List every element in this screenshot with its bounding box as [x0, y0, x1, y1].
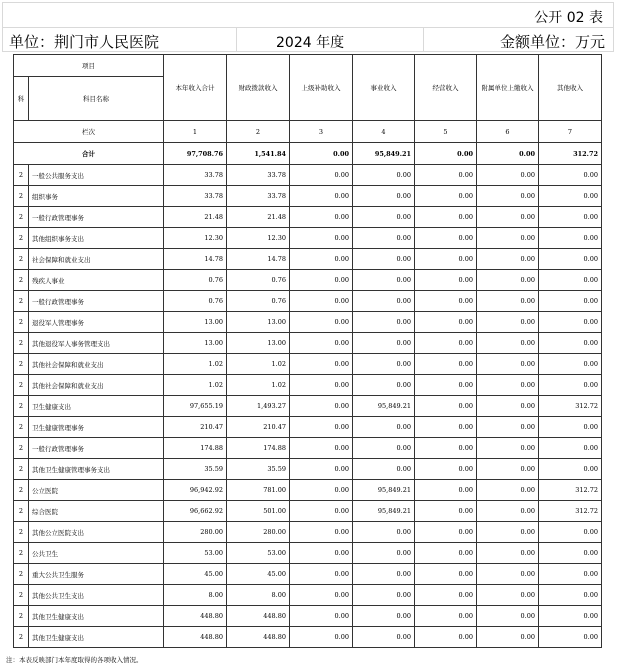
row-value: 0.00: [477, 207, 539, 228]
row-value: 0.00: [539, 585, 602, 606]
row-value: 0.00: [539, 165, 602, 186]
row-value: 1.02: [227, 354, 290, 375]
table-row: [14, 543, 602, 564]
table-row: [14, 165, 602, 186]
table-row: [14, 270, 602, 291]
row-value: 448.80: [164, 627, 227, 648]
row-value: 21.48: [227, 207, 290, 228]
row-value: 95,849.21: [353, 501, 415, 522]
row-value: 0.00: [415, 375, 477, 396]
row-value: 0.00: [290, 396, 353, 417]
row-name: 公共卫生: [29, 543, 164, 564]
row-value: 0.00: [290, 186, 353, 207]
table-row: [14, 459, 602, 480]
row-code: 2: [14, 501, 29, 522]
row-value: 448.80: [227, 627, 290, 648]
row-value: 448.80: [164, 606, 227, 627]
row-value: 0.76: [227, 270, 290, 291]
header-fiscal: 财政拨款收入: [227, 55, 290, 121]
table-row: [14, 501, 602, 522]
row-value: 448.80: [227, 606, 290, 627]
table-row: [14, 207, 602, 228]
row-value: 0.00: [353, 627, 415, 648]
header-item-name: 科目名称: [29, 77, 164, 121]
column-index-label: 栏次: [14, 121, 164, 143]
row-value: 0.00: [539, 186, 602, 207]
total-value: 0.00: [415, 143, 477, 165]
row-value: 97,655.19: [164, 396, 227, 417]
row-name: 退役军人管理事务: [29, 312, 164, 333]
row-value: 210.47: [227, 417, 290, 438]
row-code: 2: [14, 333, 29, 354]
row-value: 1.02: [164, 375, 227, 396]
row-value: 0.00: [477, 627, 539, 648]
row-value: 0.00: [415, 396, 477, 417]
row-value: 13.00: [227, 333, 290, 354]
row-value: 0.00: [415, 354, 477, 375]
total-row: [14, 143, 602, 165]
row-name: 其他社会保障和就业支出: [29, 375, 164, 396]
row-value: 0.00: [539, 564, 602, 585]
row-value: 0.00: [290, 312, 353, 333]
row-value: 0.00: [353, 375, 415, 396]
row-name: 一般公共服务支出: [29, 165, 164, 186]
row-code: 2: [14, 459, 29, 480]
row-value: 0.00: [290, 417, 353, 438]
row-value: 0.00: [539, 333, 602, 354]
column-index: 1: [164, 121, 227, 143]
row-code: 2: [14, 375, 29, 396]
row-value: 0.00: [415, 480, 477, 501]
row-value: 12.30: [227, 228, 290, 249]
header-affiliated: 附属单位上缴收入: [477, 55, 539, 121]
row-value: 312.72: [539, 396, 602, 417]
table-row: [14, 291, 602, 312]
row-value: 0.00: [415, 249, 477, 270]
table-row: [14, 585, 602, 606]
row-value: 0.00: [539, 228, 602, 249]
column-index: 6: [477, 121, 539, 143]
report-year: 2024 年度: [276, 35, 345, 51]
row-name: 卫生健康管理事务: [29, 417, 164, 438]
row-name: 其他卫生健康支出: [29, 606, 164, 627]
row-value: 0.00: [477, 270, 539, 291]
column-index: 7: [539, 121, 602, 143]
row-value: 1,493.27: [227, 396, 290, 417]
row-value: 0.00: [290, 606, 353, 627]
row-name: 其他公立医院支出: [29, 522, 164, 543]
header-business: 事业收入: [353, 55, 415, 121]
row-value: 0.76: [164, 270, 227, 291]
row-value: 0.00: [477, 354, 539, 375]
row-code: 2: [14, 165, 29, 186]
row-value: 0.00: [353, 291, 415, 312]
row-value: 0.00: [477, 165, 539, 186]
row-value: 0.00: [415, 270, 477, 291]
row-code: 2: [14, 417, 29, 438]
row-value: 0.00: [477, 522, 539, 543]
row-value: 0.00: [290, 564, 353, 585]
row-name: 一般行政管理事务: [29, 438, 164, 459]
row-name: 残疾人事业: [29, 270, 164, 291]
row-value: 33.78: [164, 165, 227, 186]
row-value: 0.00: [415, 501, 477, 522]
row-value: 0.00: [415, 522, 477, 543]
row-value: 0.00: [415, 564, 477, 585]
unit-label: 单位：荆门市人民医院: [9, 33, 160, 51]
row-value: 0.00: [415, 186, 477, 207]
row-value: 0.00: [477, 333, 539, 354]
row-value: 0.00: [477, 228, 539, 249]
row-value: 0.00: [415, 333, 477, 354]
row-code: 2: [14, 228, 29, 249]
column-index: 4: [353, 121, 415, 143]
row-value: 0.00: [539, 459, 602, 480]
row-value: 45.00: [227, 564, 290, 585]
row-value: 0.00: [290, 627, 353, 648]
row-code: 2: [14, 249, 29, 270]
row-value: 14.78: [164, 249, 227, 270]
amount-unit: 金额单位：万元: [499, 33, 605, 51]
row-value: 0.00: [353, 165, 415, 186]
row-value: 0.00: [290, 228, 353, 249]
row-value: 0.00: [415, 606, 477, 627]
row-value: 0.00: [539, 417, 602, 438]
row-value: 0.00: [353, 438, 415, 459]
column-index: 3: [290, 121, 353, 143]
row-name: 重大公共卫生服务: [29, 564, 164, 585]
row-value: 33.78: [227, 186, 290, 207]
row-value: 1.02: [164, 354, 227, 375]
row-value: 0.00: [290, 333, 353, 354]
table-row: [14, 480, 602, 501]
row-value: 0.00: [353, 270, 415, 291]
column-index-row: [14, 121, 602, 143]
row-code: 2: [14, 354, 29, 375]
row-value: 0.00: [477, 291, 539, 312]
row-value: 174.88: [164, 438, 227, 459]
row-value: 0.00: [415, 585, 477, 606]
row-code: 2: [14, 522, 29, 543]
row-value: 35.59: [227, 459, 290, 480]
row-value: 0.00: [477, 375, 539, 396]
row-value: 280.00: [164, 522, 227, 543]
row-value: 53.00: [227, 543, 290, 564]
row-value: 0.00: [353, 564, 415, 585]
row-value: 0.00: [353, 333, 415, 354]
row-code: 2: [14, 627, 29, 648]
total-value: 312.72: [539, 143, 602, 165]
row-value: 0.00: [477, 186, 539, 207]
row-value: 33.78: [164, 186, 227, 207]
row-value: 0.00: [290, 459, 353, 480]
table-row: [14, 438, 602, 459]
table-row: [14, 312, 602, 333]
row-value: 0.00: [290, 585, 353, 606]
total-label: 合计: [14, 143, 164, 165]
row-name: 一般行政管理事务: [29, 207, 164, 228]
row-value: 96,662.92: [164, 501, 227, 522]
row-code: 2: [14, 270, 29, 291]
row-value: 0.00: [477, 417, 539, 438]
row-value: 0.00: [290, 375, 353, 396]
table-row: [14, 417, 602, 438]
row-value: 0.00: [539, 543, 602, 564]
row-value: 0.00: [477, 543, 539, 564]
row-value: 0.00: [539, 291, 602, 312]
income-table: [13, 54, 602, 648]
row-value: 0.00: [539, 438, 602, 459]
row-value: 0.00: [353, 606, 415, 627]
row-value: 1.02: [227, 375, 290, 396]
footnote: 注：本表反映部门本年度取得的各项收入情况。: [6, 656, 143, 664]
row-value: 0.00: [477, 396, 539, 417]
row-value: 0.00: [415, 291, 477, 312]
table-row: [14, 249, 602, 270]
row-name: 其他社会保障和就业支出: [29, 354, 164, 375]
row-value: 0.00: [477, 606, 539, 627]
form-number: 公开 02 表: [534, 10, 603, 26]
row-name: 一般行政管理事务: [29, 291, 164, 312]
row-value: 0.00: [539, 606, 602, 627]
row-name: 其他公共卫生支出: [29, 585, 164, 606]
row-value: 0.00: [353, 585, 415, 606]
row-value: 0.00: [353, 417, 415, 438]
row-value: 0.00: [353, 312, 415, 333]
row-value: 0.76: [227, 291, 290, 312]
row-value: 174.88: [227, 438, 290, 459]
row-value: 0.00: [353, 249, 415, 270]
row-value: 0.00: [415, 417, 477, 438]
row-value: 53.00: [164, 543, 227, 564]
row-value: 0.00: [477, 501, 539, 522]
report-info-row: [2, 28, 614, 52]
row-value: 0.00: [415, 627, 477, 648]
row-value: 0.00: [477, 459, 539, 480]
total-value: 97,708.76: [164, 143, 227, 165]
row-value: 0.00: [539, 312, 602, 333]
row-value: 0.00: [415, 312, 477, 333]
row-value: 0.00: [353, 543, 415, 564]
row-value: 0.00: [539, 207, 602, 228]
row-value: 0.00: [415, 228, 477, 249]
row-value: 0.00: [415, 459, 477, 480]
row-value: 0.00: [415, 543, 477, 564]
row-code: 2: [14, 438, 29, 459]
row-value: 0.00: [539, 522, 602, 543]
table-row: [14, 396, 602, 417]
row-value: 95,849.21: [353, 396, 415, 417]
row-value: 0.00: [539, 354, 602, 375]
total-value: 0.00: [477, 143, 539, 165]
row-value: 0.00: [290, 270, 353, 291]
header-item: 项目: [14, 55, 164, 77]
row-value: 0.00: [477, 312, 539, 333]
row-code: 2: [14, 396, 29, 417]
row-value: 501.00: [227, 501, 290, 522]
row-value: 0.00: [290, 354, 353, 375]
total-value: 0.00: [290, 143, 353, 165]
row-value: 0.00: [353, 186, 415, 207]
row-value: 0.00: [290, 543, 353, 564]
row-value: 8.00: [227, 585, 290, 606]
form-number-row: [2, 2, 614, 28]
header-superior: 上级补助收入: [290, 55, 353, 121]
row-value: 0.00: [415, 207, 477, 228]
row-value: 95,849.21: [353, 480, 415, 501]
row-value: 0.00: [353, 228, 415, 249]
header-operating: 经营收入: [415, 55, 477, 121]
row-value: 0.76: [164, 291, 227, 312]
row-name: 其他卫生健康管理事务支出: [29, 459, 164, 480]
row-value: 35.59: [164, 459, 227, 480]
table-row: [14, 627, 602, 648]
column-index: 5: [415, 121, 477, 143]
row-value: 45.00: [164, 564, 227, 585]
row-value: 0.00: [539, 375, 602, 396]
row-name: 社会保障和就业支出: [29, 249, 164, 270]
row-name: 其他卫生健康支出: [29, 627, 164, 648]
row-value: 0.00: [290, 207, 353, 228]
row-value: 0.00: [290, 522, 353, 543]
row-value: 0.00: [290, 291, 353, 312]
row-value: 0.00: [353, 522, 415, 543]
row-name: 其他组织事务支出: [29, 228, 164, 249]
row-value: 0.00: [415, 165, 477, 186]
row-value: 13.00: [164, 312, 227, 333]
table-row: [14, 606, 602, 627]
row-value: 210.47: [164, 417, 227, 438]
header-section: 科: [14, 77, 29, 121]
row-value: 12.30: [164, 228, 227, 249]
row-code: 2: [14, 606, 29, 627]
table-row: [14, 333, 602, 354]
row-value: 96,942.92: [164, 480, 227, 501]
row-name: 组织事务: [29, 186, 164, 207]
row-value: 0.00: [477, 585, 539, 606]
header-total: 本年收入合计: [164, 55, 227, 121]
row-value: 0.00: [290, 438, 353, 459]
row-value: 0.00: [539, 249, 602, 270]
table-row: [14, 354, 602, 375]
row-code: 2: [14, 543, 29, 564]
row-value: 0.00: [477, 480, 539, 501]
row-code: 2: [14, 207, 29, 228]
row-value: 0.00: [539, 270, 602, 291]
row-name: 卫生健康支出: [29, 396, 164, 417]
row-code: 2: [14, 312, 29, 333]
row-code: 2: [14, 564, 29, 585]
row-code: 2: [14, 291, 29, 312]
row-value: 312.72: [539, 501, 602, 522]
row-value: 0.00: [477, 564, 539, 585]
row-value: 781.00: [227, 480, 290, 501]
row-code: 2: [14, 480, 29, 501]
row-value: 0.00: [290, 165, 353, 186]
column-index: 2: [227, 121, 290, 143]
table-row: [14, 186, 602, 207]
row-name: 综合医院: [29, 501, 164, 522]
row-code: 2: [14, 585, 29, 606]
row-name: 其他退役军人事务管理支出: [29, 333, 164, 354]
row-value: 13.00: [227, 312, 290, 333]
row-value: 0.00: [477, 249, 539, 270]
row-value: 33.78: [227, 165, 290, 186]
row-value: 280.00: [227, 522, 290, 543]
row-value: 0.00: [477, 438, 539, 459]
row-value: 0.00: [353, 459, 415, 480]
divider: [236, 28, 237, 51]
row-value: 0.00: [290, 249, 353, 270]
total-value: 1,541.84: [227, 143, 290, 165]
row-value: 0.00: [290, 480, 353, 501]
table-row: [14, 228, 602, 249]
row-value: 0.00: [539, 627, 602, 648]
row-value: 0.00: [290, 501, 353, 522]
row-value: 8.00: [164, 585, 227, 606]
table-row: [14, 375, 602, 396]
table-row: [14, 564, 602, 585]
row-value: 0.00: [353, 354, 415, 375]
header-other: 其他收入: [539, 55, 602, 121]
row-value: 21.48: [164, 207, 227, 228]
row-code: 2: [14, 186, 29, 207]
total-value: 95,849.21: [353, 143, 415, 165]
row-value: 14.78: [227, 249, 290, 270]
row-name: 公立医院: [29, 480, 164, 501]
row-value: 0.00: [415, 438, 477, 459]
table-row: [14, 522, 602, 543]
divider: [423, 28, 424, 51]
row-value: 0.00: [353, 207, 415, 228]
row-value: 312.72: [539, 480, 602, 501]
row-value: 13.00: [164, 333, 227, 354]
